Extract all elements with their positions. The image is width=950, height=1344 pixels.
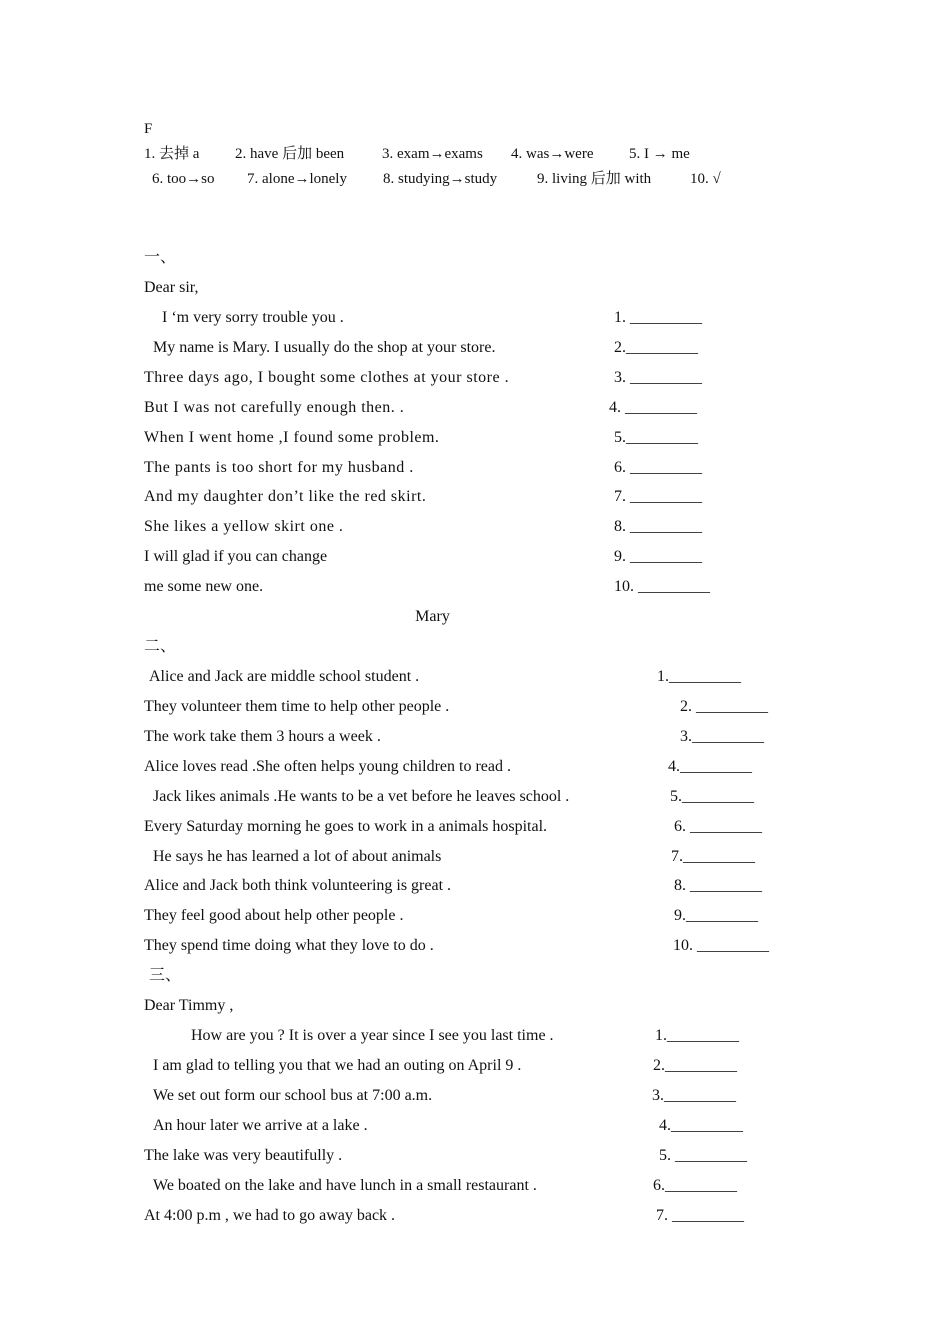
letter-signature: Mary [415,608,450,625]
answer-blank[interactable]: 6. _________ [614,459,702,476]
exercise-line: I will glad if you can change [144,548,328,565]
exercise-line: They volunteer them time to help other people . [144,698,450,715]
answer-blank[interactable]: 7._________ [671,848,755,865]
answer-blank[interactable]: 2._________ [614,339,698,356]
exercise-line: We boated on the lake and have lunch in a small restaurant . [153,1177,537,1194]
answer-item: 1. 去掉 a [144,146,200,162]
answer-item: 3. exam→exams [382,146,483,162]
exercise-line: The lake was very beautifully . [144,1147,343,1164]
exercise-line: The work take them 3 hours a week . [144,728,381,745]
section-label: 三、 [149,967,182,984]
answer-blank[interactable]: 5._________ [670,788,754,805]
exercise-line: me some new one. [144,578,264,595]
answer-blank[interactable]: 2. _________ [680,698,768,715]
letter-greeting: Dear Timmy , [144,997,234,1014]
answer-blank[interactable]: 5. _________ [659,1147,747,1164]
answer-blank[interactable]: 6._________ [653,1177,737,1194]
exercise-line: Three days ago, I bought some clothes at your store . [144,369,510,386]
answer-blank[interactable]: 1._________ [657,668,741,685]
answer-blank[interactable]: 6. _________ [674,818,762,835]
letter-greeting: Dear sir, [144,279,199,296]
answer-blank[interactable]: 8. _________ [614,518,702,535]
answer-item: 7. alone→lonely [247,171,347,187]
answer-blank[interactable]: 5._________ [614,429,698,446]
answer-header: F [144,121,153,137]
exercise-line: An hour later we arrive at a lake . [153,1117,368,1134]
exercise-line: Alice and Jack are middle school student . [149,668,420,685]
answer-item: 10. √ [690,171,721,187]
exercise-line: They feel good about help other people . [144,907,404,924]
answer-blank[interactable]: 3._________ [652,1087,736,1104]
exercise-line: When I went home ,I found some problem. [144,429,440,446]
answer-blank[interactable]: 10. _________ [614,578,710,595]
exercise-line: At 4:00 p.m , we had to go away back . [144,1207,396,1224]
exercise-line: We set out form our school bus at 7:00 a.m. [153,1087,433,1104]
exercise-line: But I was not carefully enough then. . [144,399,405,416]
answer-blank[interactable]: 2._________ [653,1057,737,1074]
exercise-line: I ‘m very sorry trouble you . [162,309,344,326]
exercise-line: I am glad to telling you that we had an outing on April 9 . [153,1057,522,1074]
answer-blank[interactable]: 4._________ [659,1117,743,1134]
answer-item: 4. was→were [511,146,594,162]
exercise-line: My name is Mary. I usually do the shop at your store. [153,339,496,356]
exercise-line: Alice and Jack both think volunteering is great . [144,877,452,894]
exercise-line: Jack likes animals .He wants to be a vet before he leaves school . [153,788,570,805]
answer-blank[interactable]: 9._________ [674,907,758,924]
exercise-line: Every Saturday morning he goes to work in a animals hospital. [144,818,548,835]
exercise-line: She likes a yellow skirt one . [144,518,344,535]
section-label: 二、 [144,638,177,655]
answer-blank[interactable]: 1._________ [655,1027,739,1044]
exercise-line: How are you ? It is over a year since I see you last time . [191,1027,554,1044]
section-label: 一、 [144,249,177,266]
exercise-line: And my daughter don’t like the red skirt. [144,488,427,505]
exercise-line: He says he has learned a lot of about animals [153,848,442,865]
answer-blank[interactable]: 9. _________ [614,548,702,565]
answer-item: 5. I → me [629,146,690,162]
answer-blank[interactable]: 4._________ [668,758,752,775]
answer-blank[interactable]: 8. _________ [674,877,762,894]
answer-blank[interactable]: 3._________ [680,728,764,745]
answer-item: 9. living 后加 with [537,171,652,187]
answer-item: 2. have 后加 been [235,146,345,162]
answer-blank[interactable]: 10. _________ [673,937,769,954]
answer-blank[interactable]: 7. _________ [614,488,702,505]
answer-blank[interactable]: 1. _________ [614,309,702,326]
answer-blank[interactable]: 3. _________ [614,369,702,386]
answer-item: 8. studying→study [383,171,498,187]
answer-item: 6. too→so [152,171,215,187]
exercise-line: Alice loves read .She often helps young children to read . [144,758,511,775]
exercise-line: The pants is too short for my husband . [144,459,414,476]
exercise-line: They spend time doing what they love to do . [144,937,434,954]
answer-blank[interactable]: 4. _________ [609,399,697,416]
answer-blank[interactable]: 7. _________ [656,1207,744,1224]
